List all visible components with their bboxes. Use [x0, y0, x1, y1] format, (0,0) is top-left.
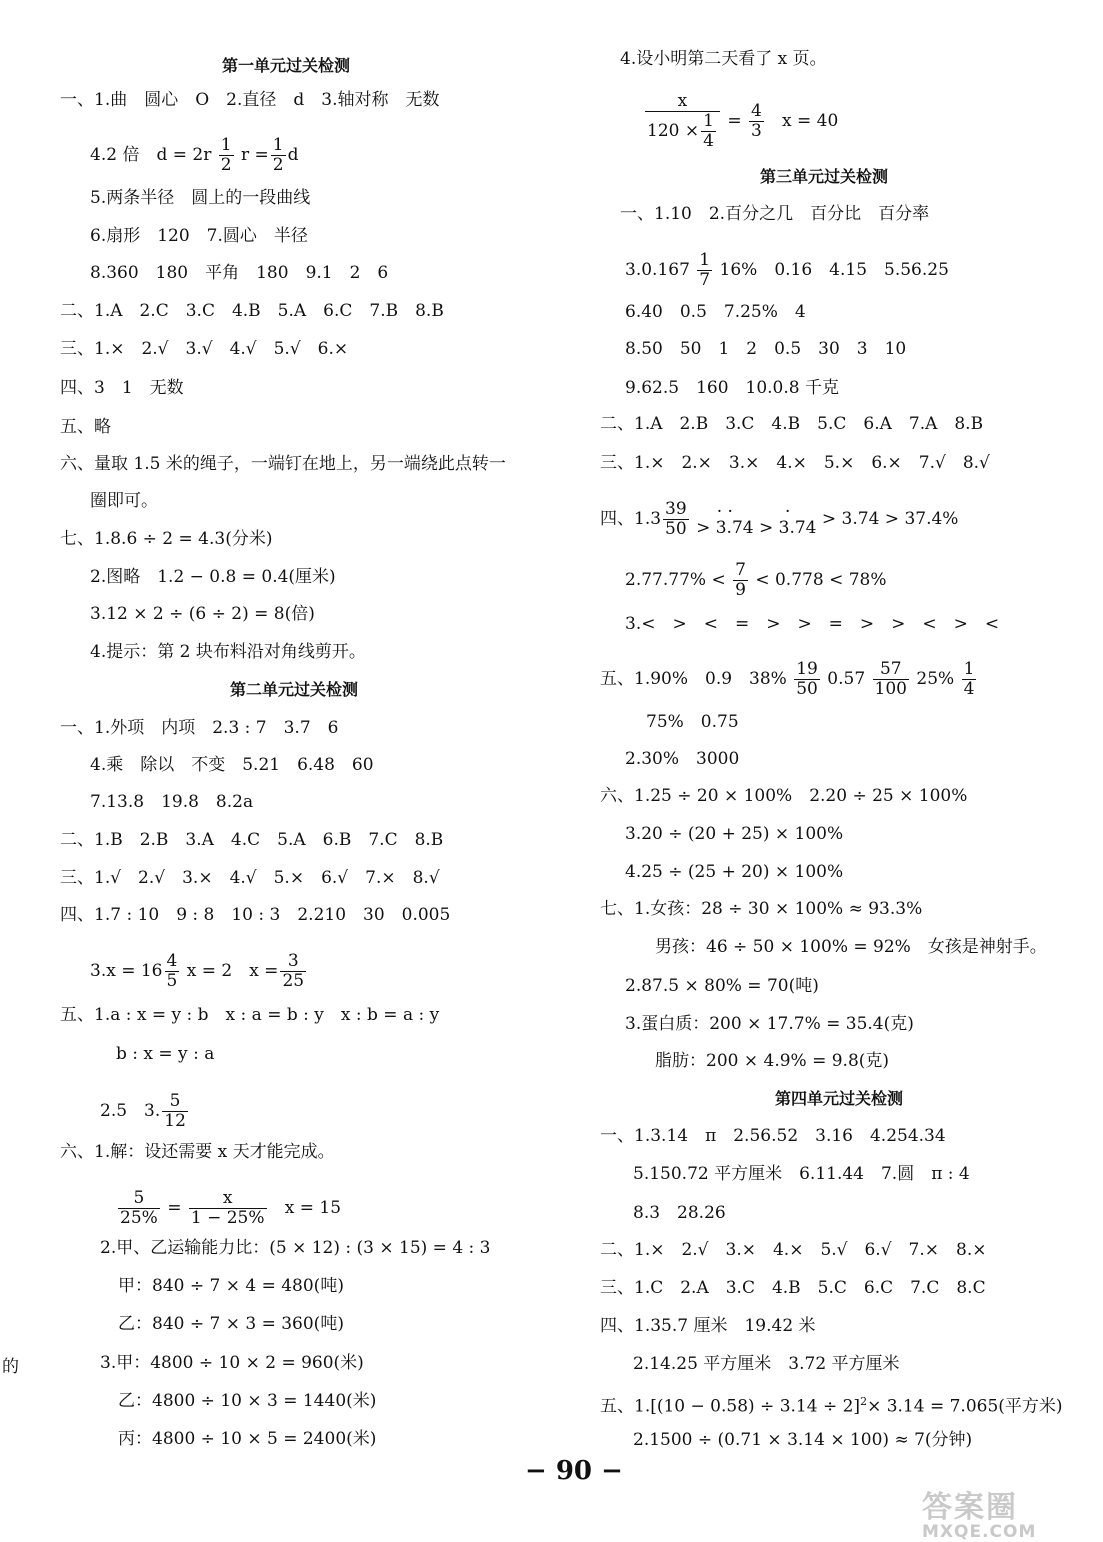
- u2-line-15: 乙：840 ÷ 7 × 3 = 360(吨): [118, 1314, 344, 1334]
- u4-line-1: 一、1.3.14 π 2.56.52 3.16 4.254.34: [600, 1126, 946, 1146]
- u4-line-4: 二、1.× 2.√ 3.× 4.× 5.√ 6.√ 7.× 8.×: [600, 1240, 987, 1260]
- margin-note: 的: [2, 1357, 19, 1377]
- u1-line-3: 5.两条半径 圆上的一段曲线: [90, 188, 311, 208]
- u3-line-20: 3.蛋白质：200 × 17.7% = 35.4(克): [625, 1014, 914, 1034]
- repeating-decimal: · · > 3.74: [696, 501, 754, 538]
- u3-line-4: 8.50 50 1 2 0.5 30 3 10: [625, 339, 907, 359]
- u3-line-11: 五、1.90% 0.9 38% $\frac{19}{50}$ 0.57 $\frac{57}{100}$ 25% $\frac{1}{4}$: [600, 659, 975, 699]
- watermark-logo: 答案圈 MXQE.COM: [922, 1490, 1037, 1542]
- u1-line-2: 4.2 倍 d = 2r $\frac{1}{2}$ r = $\frac{1}{2}$ d: [90, 135, 299, 175]
- u3-line-18: 男孩：46 ÷ 50 × 100% = 92% 女孩是神射手。: [655, 937, 1047, 957]
- right-top-equation: x 120 × $\frac{1}{4}$ = $\frac{4}{3}$ x = 40: [647, 91, 839, 151]
- u3-line-1: 一、1.10 2.百分之几 百分比 百分率: [620, 204, 930, 224]
- fraction: $\frac{4}{5}$: [166, 951, 178, 991]
- fraction: $\frac{57}{100}$: [874, 659, 907, 699]
- fraction: $\frac{39}{50}$: [665, 499, 687, 539]
- u3-line-21: 脂肪：200 × 4.9% = 9.8(克): [655, 1051, 890, 1071]
- u4-line-2: 5.150.72 平方厘米 6.11.44 7.圆 π : 4: [633, 1164, 970, 1184]
- u2-line-8: 五、1.a : x = y : b x : a = b : y x : b = a : y: [60, 1005, 440, 1025]
- u3-line-19: 2.87.5 × 80% = 70(吨): [625, 976, 819, 996]
- repeating-decimal: · > 3.74: [759, 501, 817, 538]
- u1-line-9: 五、略: [60, 417, 111, 437]
- u2-line-18: 丙：4800 ÷ 10 × 5 = 2400(米): [118, 1429, 377, 1449]
- u3-line-7: 三、1.× 2.× 3.× 4.× 5.× 6.× 7.√ 8.√: [600, 453, 990, 473]
- u4-line-6: 四、1.35.7 厘米 19.42 米: [600, 1316, 816, 1336]
- fraction: $\frac{1}{4}$: [963, 659, 975, 699]
- u3-line-2: 3.0.167 $\frac{1}{7}$ 16% 0.16 4.15 5.56.25: [625, 250, 949, 290]
- u3-line-15: 3.20 ÷ (20 + 25) × 100%: [625, 824, 844, 844]
- u4-line-5: 三、1.C 2.A 3.C 4.B 5.C 6.C 7.C 8.C: [600, 1278, 986, 1298]
- u1-line-7: 三、1.× 2.√ 3.√ 4.√ 5.√ 6.×: [60, 339, 349, 359]
- page-number: − 90 −: [525, 1456, 623, 1486]
- fraction: $\frac{1}{7}$: [699, 250, 711, 290]
- u3-line-5: 9.62.5 160 10.0.8 千克: [625, 378, 839, 398]
- u1-line-4: 6.扇形 120 7.圆心 半径: [90, 226, 308, 246]
- fraction: $\frac{7}{9}$: [735, 560, 746, 600]
- u2-line-9: b : x = y : a: [116, 1044, 215, 1064]
- fraction: $\frac{1}{2}$: [220, 135, 232, 175]
- unit1-title: 第一单元过关检测: [222, 56, 351, 75]
- u1-line-10: 六、量取 1.5 米的绳子，一端钉在地上，另一端绕此点转一: [60, 454, 506, 474]
- u1-line-14: 3.12 × 2 ÷ (6 ÷ 2) = 8(倍): [90, 604, 315, 624]
- u4-line-9: 2.1500 ÷ (0.71 × 3.14 × 100) ≈ 7(分钟): [633, 1430, 973, 1450]
- u3-line-17: 七、1.女孩：28 ÷ 30 × 100% ≈ 93.3%: [600, 899, 923, 919]
- u1-line-12: 七、1.8.6 ÷ 2 = 4.3(分米): [60, 529, 273, 549]
- u2-line-3: 7.13.8 19.8 8.2a: [90, 792, 254, 812]
- fraction: x 120 × $\frac{1}{4}$: [645, 92, 720, 151]
- u1-line-6: 二、1.A 2.C 3.C 4.B 5.A 6.C 7.B 8.B: [60, 301, 444, 321]
- u1-line-15: 4.提示：第 2 块布料沿对角线剪开。: [90, 642, 366, 662]
- u2-line-1: 一、1.外项 内项 2.3 : 7 3.7 6: [60, 718, 339, 738]
- u4-line-7: 2.14.25 平方厘米 3.72 平方厘米: [633, 1354, 900, 1374]
- u3-line-9: 2.77.77% < $\frac{7}{9}$ < 0.778 < 78%: [625, 560, 887, 600]
- unit4-title: 第四单元过关检测: [775, 1089, 904, 1108]
- fraction: $\frac{5}{12}$: [164, 1091, 186, 1131]
- u1-line-13: 2.图略 1.2 − 0.8 = 0.4(厘米): [90, 567, 336, 587]
- u3-line-6: 二、1.A 2.B 3.C 4.B 5.C 6.A 7.A 8.B: [600, 414, 984, 434]
- u3-line-13: 2.30% 3000: [625, 749, 740, 769]
- u1-line-5: 8.360 180 平角 180 9.1 2 6: [90, 263, 389, 283]
- u3-line-12: 75% 0.75: [646, 712, 739, 732]
- unit3-title: 第三单元过关检测: [760, 167, 889, 186]
- u2-line-4: 二、1.B 2.B 3.A 4.C 5.A 6.B 7.C 8.B: [60, 830, 444, 850]
- u3-line-3: 6.40 0.5 7.25% 4: [625, 302, 806, 322]
- right-top-line-1: 4.设小明第二天看了 x 页。: [620, 49, 827, 69]
- u3-line-10: 3.< > < = > > = > > < > <: [625, 614, 1000, 634]
- fraction: $\frac{3}{25}$: [282, 951, 305, 991]
- u2-line-7: 3.x = 16 $\frac{4}{5}$ x = 2 x = $\frac{3}{25}$: [90, 951, 305, 991]
- u2-line-17: 乙：4800 ÷ 10 × 3 = 1440(米): [118, 1391, 377, 1411]
- fraction: $\frac{19}{50}$: [796, 659, 818, 699]
- u2-line-11: 六、1.解：设还需要 x 天才能完成。: [60, 1142, 335, 1162]
- u2-line-13: 2.甲、乙运输能力比：(5 × 12) : (3 × 15) = 4 : 3: [100, 1238, 491, 1258]
- u4-line-3: 8.3 28.26: [633, 1203, 726, 1223]
- u2-line-5: 三、1.√ 2.√ 3.× 4.√ 5.× 6.√ 7.× 8.√: [60, 868, 440, 888]
- u1-line-1: 一、1.曲 圆心 O 2.直径 d 3.轴对称 无数: [60, 90, 440, 110]
- u4-line-8: 五、$1.[(10 - 0.58) \div 3.14 \div 2]^2\times 3.14 = 7.065$(平方米): [600, 1395, 1063, 1417]
- unit2-title: 第二单元过关检测: [230, 680, 359, 699]
- u2-line-16: 3.甲：4800 ÷ 10 × 2 = 960(米): [100, 1353, 364, 1373]
- fraction: $\frac{4}{3}$: [751, 101, 762, 141]
- u3-line-14: 六、1.25 ÷ 20 × 100% 2.20 ÷ 25 × 100%: [600, 786, 968, 806]
- fraction: $\frac{1}{2}$: [272, 135, 284, 175]
- u2-line-12: $\frac{5}{25\%}$ = $\frac{x}{1 - 25\%}$ x = 15: [120, 1188, 342, 1228]
- fraction: $\frac{1}{4}$: [703, 111, 714, 151]
- u3-line-8: 四、1.3 $\frac{39}{50}$ · · > 3.74 · > 3.74 > 3.74 > 37.4%: [600, 499, 959, 539]
- u2-line-2: 4.乘 除以 不变 5.21 6.48 60: [90, 755, 374, 775]
- u2-line-10: 2.5 3. $\frac{5}{12}$: [100, 1091, 186, 1131]
- u1-line-11: 圈即可。: [90, 491, 158, 511]
- fraction: $\frac{5}{25\%}$: [120, 1188, 158, 1228]
- u1-line-8: 四、3 1 无数: [60, 378, 184, 398]
- u3-line-16: 4.25 ÷ (25 + 20) × 100%: [625, 862, 844, 882]
- u2-line-6: 四、1.7 : 10 9 : 8 10 : 3 2.210 30 0.005: [60, 905, 451, 925]
- fraction: $\frac{x}{1 - 25\%}$: [190, 1188, 265, 1228]
- u2-line-14: 甲：840 ÷ 7 × 4 = 480(吨): [118, 1276, 344, 1296]
